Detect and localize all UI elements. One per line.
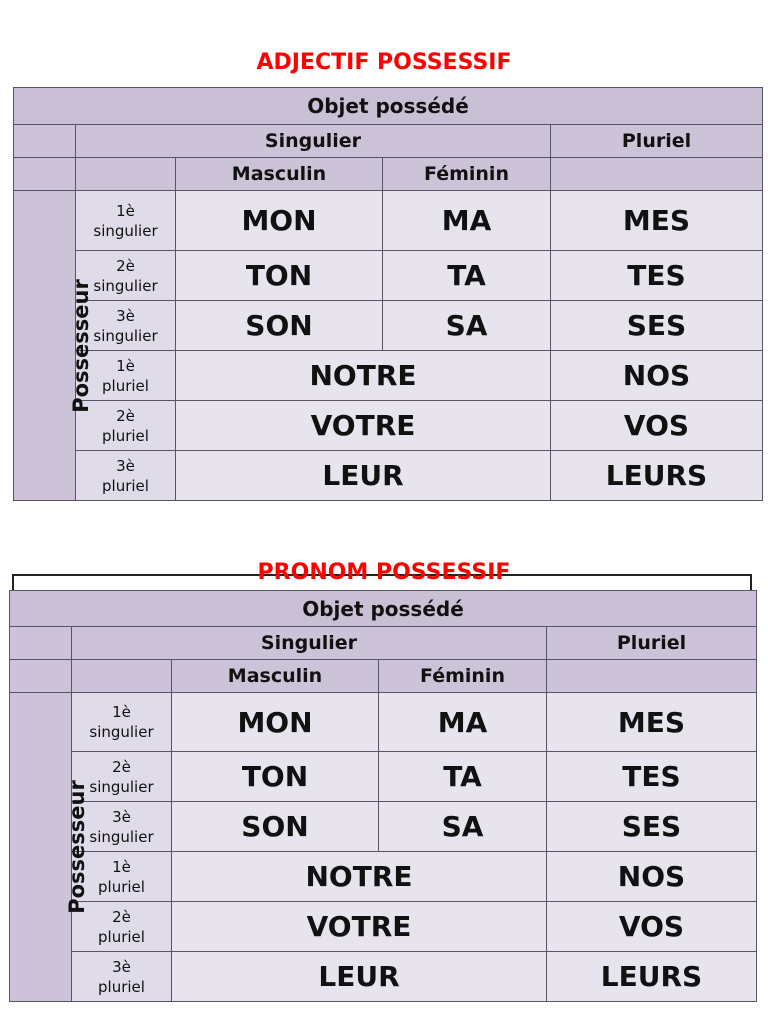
person-label: 1è <box>112 703 131 721</box>
corner-cell <box>10 660 72 693</box>
form-masc: SON <box>172 802 379 852</box>
number-label: singulier <box>93 326 158 345</box>
possesseur-label-cell <box>10 693 89 1002</box>
objet-possede-header: Objet possédé <box>10 591 757 627</box>
form-plur: SES <box>547 802 757 852</box>
number-label: pluriel <box>102 376 149 395</box>
form-masc: MON <box>172 693 379 752</box>
feminin-header: Féminin <box>379 660 547 693</box>
possesseur-label: Possesseur <box>64 780 89 914</box>
form-fem: SA <box>379 802 547 852</box>
corner-cell <box>14 158 76 191</box>
form-sing: NOTRE <box>172 852 547 902</box>
objet-possede-header: Objet possédé <box>14 88 763 125</box>
number-label: singulier <box>89 777 154 796</box>
form-masc: MON <box>176 191 383 251</box>
person-cell <box>76 191 176 251</box>
empty-cell <box>547 660 757 693</box>
possesseur-label-cell <box>14 191 93 501</box>
form-masc: TON <box>172 752 379 802</box>
number-label: singulier <box>93 276 158 295</box>
person-cell <box>72 952 172 1002</box>
form-fem: MA <box>383 191 551 251</box>
corner-cell <box>72 660 172 693</box>
pluriel-header: Pluriel <box>547 627 757 660</box>
person-label: 3è <box>116 306 135 325</box>
number-label: pluriel <box>98 927 145 946</box>
form-sing: VOTRE <box>176 401 551 451</box>
number-label: singulier <box>89 723 154 741</box>
form-plur: VOS <box>551 401 763 451</box>
form-plur: LEURS <box>551 451 763 501</box>
number-label: pluriel <box>98 977 145 996</box>
number-label: singulier <box>89 827 154 846</box>
form-plur: MES <box>551 191 763 251</box>
section-title-adjectif: ADJECTIF POSSESSIF <box>256 50 512 75</box>
form-plur: LEURS <box>547 952 757 1002</box>
person-label: 2è <box>116 406 135 425</box>
section-title-pronom: PRONOM POSSESSIF <box>257 560 511 585</box>
corner-cell <box>76 158 176 191</box>
form-masc: TON <box>176 251 383 301</box>
corner-cell <box>10 627 72 660</box>
form-fem: TA <box>379 752 547 802</box>
form-plur: MES <box>547 693 757 752</box>
form-plur: TES <box>551 251 763 301</box>
person-cell <box>76 451 176 501</box>
form-fem: SA <box>383 301 551 351</box>
form-plur: VOS <box>547 902 757 952</box>
form-plur: TES <box>547 752 757 802</box>
form-masc: SON <box>176 301 383 351</box>
singulier-header: Singulier <box>72 627 547 660</box>
form-plur: NOS <box>551 351 763 401</box>
form-fem: TA <box>383 251 551 301</box>
number-label: pluriel <box>102 426 149 445</box>
adjectif-possessif-table <box>13 87 763 501</box>
form-plur: SES <box>551 301 763 351</box>
masculin-header: Masculin <box>176 158 383 191</box>
person-label: 2è <box>112 757 131 776</box>
masculin-header: Masculin <box>172 660 379 693</box>
person-cell <box>72 693 172 752</box>
number-label: singulier <box>93 221 158 240</box>
form-sing: LEUR <box>176 451 551 501</box>
pluriel-header: Pluriel <box>551 125 763 158</box>
form-sing: VOTRE <box>172 902 547 952</box>
corner-cell <box>14 125 76 158</box>
number-label: pluriel <box>102 476 149 495</box>
form-sing: LEUR <box>172 952 547 1002</box>
possesseur-label: Possesseur <box>68 278 93 413</box>
person-label: 1è <box>116 201 135 220</box>
person-label: 3è <box>112 807 131 826</box>
pronom-possessif-table <box>9 590 757 1002</box>
person-label: 3è <box>112 957 131 976</box>
feminin-header: Féminin <box>383 158 551 191</box>
form-sing: NOTRE <box>176 351 551 401</box>
person-label: 1è <box>116 356 135 375</box>
person-label: 3è <box>116 456 135 475</box>
form-plur: NOS <box>547 852 757 902</box>
number-label: pluriel <box>98 877 145 896</box>
person-label: 1è <box>112 857 131 876</box>
empty-cell <box>551 158 763 191</box>
form-fem: MA <box>379 693 547 752</box>
person-label: 2è <box>112 907 131 926</box>
person-label: 2è <box>116 256 135 275</box>
singulier-header: Singulier <box>76 125 551 158</box>
